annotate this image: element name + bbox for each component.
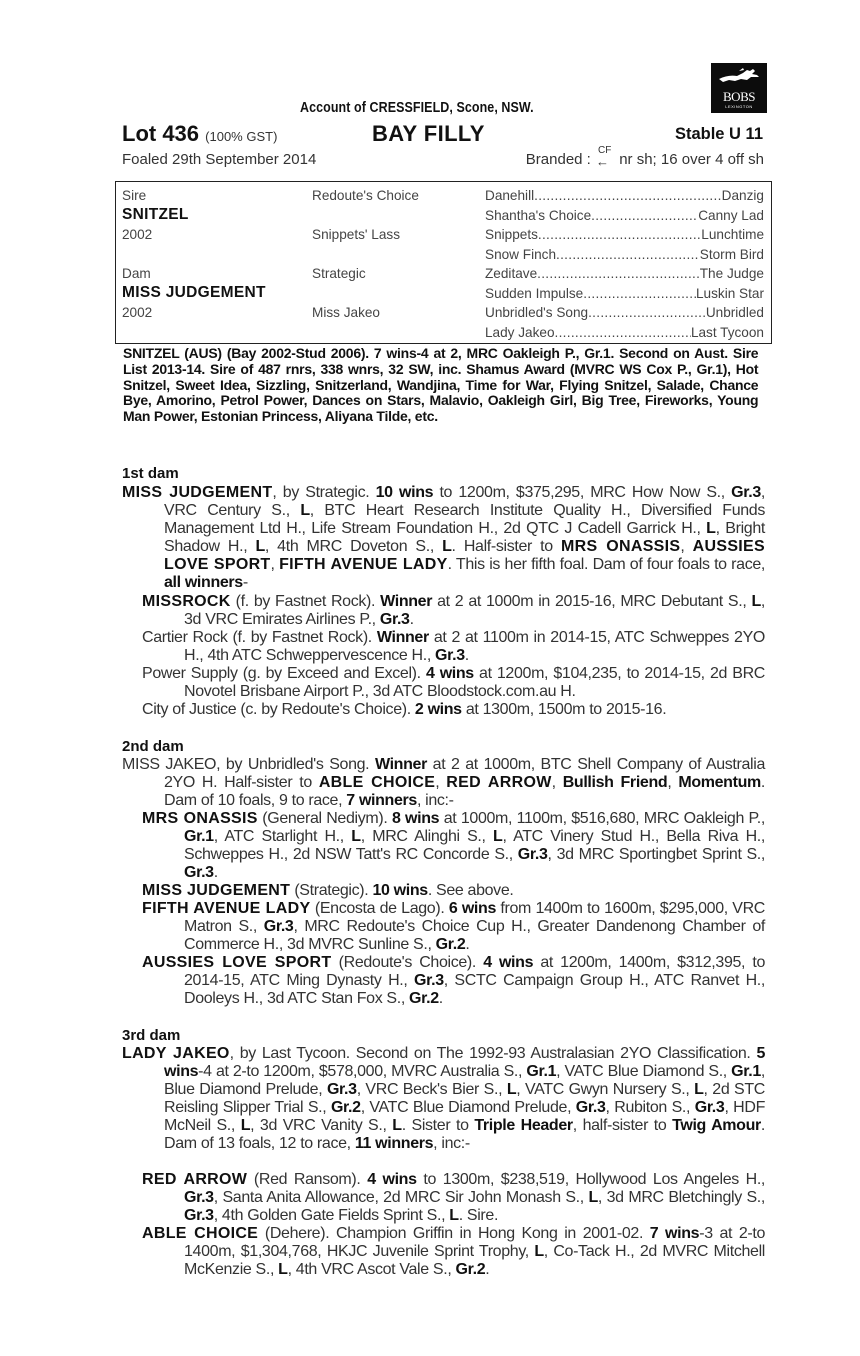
text-run: , 4th VRC Ascot Vale S., <box>287 1261 456 1278</box>
text-run: , 3d VRC Emirates Airlines P., <box>184 593 765 628</box>
grandparent-row: Sudden Impulse ..... Luskin Star <box>485 286 764 301</box>
bold-run: 4 wins <box>425 665 474 682</box>
horse-name: MRS ONASSIS <box>142 810 258 827</box>
text-run: . See above. <box>427 882 514 899</box>
third-dam-description <box>122 1045 766 1153</box>
progeny-entry <box>142 593 765 629</box>
text-run: . <box>409 611 414 628</box>
text-run: . <box>438 990 443 1007</box>
progeny-entry <box>142 665 765 701</box>
text-run: (Encosta de Lago). <box>310 900 449 917</box>
bold-run: all winners <box>164 574 243 591</box>
text-run: , <box>435 774 447 791</box>
text-run: , BTC Heart Research Institute Quality H., Diversified Funds Management Ltd H., Life Stream Foundation H., 2d QTC J Cadell Garrick H., <box>164 502 765 537</box>
text-run: , <box>270 556 280 573</box>
text-run: . <box>485 1261 490 1278</box>
text-run: , MRC Redoute's Choice Cup H., Greater Dandenong Chamber of Commerce H., 3d MVRC Sunline S., <box>184 918 765 953</box>
horse-name: RED ARROW <box>446 774 552 791</box>
bold-run: 2 wins <box>414 701 462 718</box>
bold-run: L <box>588 1189 598 1206</box>
text-run: -4 at 2-to 1200m, $578,000, MVRC Australia S., <box>198 1063 527 1080</box>
bold-run: L <box>240 1117 251 1134</box>
horse-name: AUSSIES LOVE SPORT <box>164 538 765 573</box>
text-run: , half-sister to <box>572 1117 673 1134</box>
text-run: to 1300m, $238,519, Hollywood Los Angeles H., <box>416 1171 766 1188</box>
bold-run: Winner <box>374 756 427 773</box>
text-run: from 1400m to 1600m, $295,000, VRC Matron S., <box>184 900 765 935</box>
bold-run: 11 winners <box>354 1135 434 1152</box>
text-run: (f. by Fastnet Rock). <box>230 593 381 610</box>
text-run: (General Nediym). <box>257 810 392 827</box>
sire-year: 2002 <box>122 227 153 242</box>
grandparent-row: Lady Jakeo ..... Last Tycoon <box>485 325 764 340</box>
text-run: , 3d MRC Bletchingly S., <box>597 1189 765 1206</box>
brand-description <box>525 145 764 169</box>
bold-run: Twig Amour <box>672 1117 761 1134</box>
text-run: , inc:- <box>433 1135 470 1152</box>
text-run: , VRC Century S., <box>164 484 765 519</box>
bold-run: Gr.2 <box>409 990 439 1007</box>
text-run: . This is her fifth foal. Dam of four foals to race, <box>447 556 766 573</box>
foaled-date: Foaled 29th September 2014 <box>122 151 317 168</box>
bold-run: 5 wins <box>164 1045 765 1080</box>
bold-run: L <box>449 1207 459 1224</box>
bold-run: 4 wins <box>367 1171 417 1188</box>
bold-run: Momentum <box>678 774 761 791</box>
horse-name: LADY JAKEO <box>122 1045 230 1062</box>
text-run: . Sire. <box>458 1207 499 1224</box>
bold-run: Gr.3 <box>184 1207 214 1224</box>
bold-run: L <box>300 502 310 519</box>
grandparent-row: Snow Finch ..... Storm Bird <box>485 247 764 262</box>
bold-run: Gr.1 <box>184 828 214 845</box>
bold-run: Gr.2 <box>455 1261 486 1278</box>
dam-sire: Strategic <box>312 266 366 281</box>
logo-word: BOBS <box>723 89 755 104</box>
bold-run: Gr.3 <box>517 846 548 863</box>
progeny-entry <box>142 810 765 882</box>
horse-name: ABLE CHOICE <box>142 1225 259 1242</box>
text-run: , <box>667 774 679 791</box>
text-run: (Dehere). Champion Griffin in Hong Kong in 2001-02. <box>258 1225 650 1242</box>
text-run: (Redoute's Choice). <box>331 954 484 971</box>
stable-location: Stable U 11 <box>674 125 763 143</box>
bold-run: 7 wins <box>649 1225 700 1242</box>
horse-name: MISS JUDGEMENT <box>122 484 273 501</box>
text-run: , Co-Tack H., 2d MVRC Mitchell McKenzie S., <box>184 1243 765 1278</box>
bobs-logo <box>711 63 767 113</box>
progeny-entry <box>142 1225 765 1279</box>
text-run: , ATC Starlight H., <box>213 828 352 845</box>
bold-run: L <box>278 1261 288 1278</box>
text-run: at 2 at 1000m in 2015-16, MRC Debutant S., <box>432 593 752 610</box>
text-run: , ATC Vinery Stud H., Bella Riva H., Schweppes H., 2d NSW Tatt's RC Concorde S., <box>184 828 765 863</box>
bold-run: Triple Header <box>474 1117 573 1134</box>
grandparent-row: Danehill ..... Danzig <box>485 188 764 203</box>
text-run: , VRC Beck's Bier S., <box>356 1081 507 1098</box>
grandparent-row: Shantha's Choice ..... Canny Lad <box>485 208 764 223</box>
text-run: . Dam of 13 foals, 12 to race, <box>164 1117 765 1152</box>
text-run: . <box>464 647 469 664</box>
text-run: , 3d MRC Sportingbet Sprint S., <box>547 846 765 863</box>
bold-run: Gr.3 <box>184 1189 214 1206</box>
sire-dam: Snippets' Lass <box>312 227 400 242</box>
text-run: . <box>465 936 470 953</box>
text-run: Cartier Rock (f. by Fastnet Rock). <box>142 629 377 646</box>
dam-year: 2002 <box>122 305 153 320</box>
first-dam-heading: 1st dam <box>122 465 179 482</box>
text-run: , inc:- <box>416 792 454 809</box>
bold-run: 6 wins <box>448 900 496 917</box>
second-dam-heading: 2nd dam <box>122 738 184 755</box>
text-run: , VATC Blue Diamond S., <box>556 1063 732 1080</box>
sire-sire: Redoute's Choice <box>312 188 419 203</box>
bold-run: L <box>694 1081 704 1098</box>
text-run: , MRC Alinghi S., <box>360 828 494 845</box>
text-run: , by Strategic. <box>272 484 376 501</box>
horse-name: FIFTH AVENUE LADY <box>142 900 311 917</box>
text-run: at 1200m, 1400m, $312,395, to 2014-15, ATC Ming Dynasty H., <box>184 954 765 989</box>
progeny-entry <box>142 882 765 900</box>
horse-description: BAY FILLY <box>372 121 485 146</box>
text-run: at 2 at 1100m in 2014-15, ATC Schweppes 2YO H., 4th ATC Schweppervescence H., <box>184 629 765 664</box>
text-run: , 4th MRC Doveton S., <box>264 538 443 555</box>
horse-name: FIFTH AVENUE LADY <box>279 556 448 573</box>
bold-run: 4 wins <box>483 954 534 971</box>
second-dam-description <box>122 756 765 810</box>
branded-detail: nr sh; 16 over 4 off sh <box>619 151 764 168</box>
text-run: City of Justice (c. by Redoute's Choice). <box>142 701 415 718</box>
horse-name: MISSROCK <box>142 593 231 610</box>
bold-run: Gr.3 <box>731 484 761 501</box>
bold-run: L <box>392 1117 402 1134</box>
brand-mark <box>595 145 615 169</box>
text-run: (Strategic). <box>290 882 373 899</box>
bold-run: 10 wins <box>375 484 434 501</box>
text-run: , Santa Anita Allowance, 2d MRC Sir John Monash S., <box>213 1189 589 1206</box>
text-run: - <box>242 574 248 591</box>
horse-name: AUSSIES LOVE SPORT <box>142 954 332 971</box>
left-arrow-icon: ← <box>596 154 610 169</box>
logo-subtitle: LEXINGTON <box>725 104 753 109</box>
dam-label: Dam <box>122 266 151 281</box>
text-run: , by Last Tycoon. Second on The 1992-93 Australasian 2YO Classification. <box>229 1045 757 1062</box>
bold-run: Gr.3 <box>184 864 214 881</box>
bold-run: Bullish Friend <box>562 774 668 791</box>
sire-summary: SNITZEL (AUS) (Bay 2002-Stud 2006). 7 wins-4 at 2, MRC Oakleigh P., Gr.1. Second on Aust. Sire List 2013-14. Sire of 487 rnrs, 338 wnrs, 32 SW, inc. Shamus Award (MVRC WS Cox P., Gr.1), Hot Snitzel, Sweet Idea, Sizzling, Snitzerland, Wandjina, Time for War, Flying Snitzel, Salade, Chance Bye, Amorino, Petrol Power, Dances on Stars, Malavio, Oakleigh Girl, Big Tree, Fireworks, Young Man Power, Estonian Princess, Aliyana Tilde, etc. <box>123 346 759 426</box>
bold-run: Gr.2 <box>330 1099 361 1116</box>
bold-run: 7 winners <box>346 792 417 809</box>
bold-run: Gr.3 <box>326 1081 357 1098</box>
text-run: , Bright Shadow H., <box>164 520 765 555</box>
bold-run: Winner <box>376 629 429 646</box>
bold-run: L <box>534 1243 544 1260</box>
text-run: at 1300m, 1500m to 2015-16. <box>461 701 667 718</box>
bold-run: Gr.3 <box>414 972 444 989</box>
horse-name: RED ARROW <box>142 1171 248 1188</box>
progeny-entry <box>142 701 765 719</box>
progeny-entry <box>142 629 765 665</box>
text-run: MISS JAKEO, by Unbridled's Song. <box>122 756 375 773</box>
bold-run: L <box>506 1081 517 1098</box>
bold-run: 8 wins <box>391 810 440 827</box>
bold-run: Gr.1 <box>526 1063 557 1080</box>
bold-run: 10 wins <box>372 882 428 899</box>
lot-number <box>122 121 277 147</box>
text-run: , 4th Golden Gate Fields Sprint S., <box>213 1207 450 1224</box>
text-run: . <box>213 864 218 881</box>
vendor-account: Account of CRESSFIELD, Scone, NSW. <box>300 100 534 116</box>
text-run: . Sister to <box>401 1117 475 1134</box>
text-run: (Red Ransom). <box>247 1171 368 1188</box>
bold-run: L <box>493 828 503 845</box>
progeny-entry <box>142 954 765 1008</box>
dam-dam: Miss Jakeo <box>312 305 380 320</box>
pedigree-table <box>115 181 772 344</box>
bold-run: Gr.3 <box>694 1099 725 1116</box>
bold-run: Gr.3 <box>435 647 465 664</box>
text-run: . Half-sister to <box>451 538 561 555</box>
bold-run: L <box>442 538 452 555</box>
progeny-entry <box>142 900 765 954</box>
bold-run: Winner <box>380 593 433 610</box>
bold-run: L <box>706 520 716 537</box>
bold-run: Gr.2 <box>435 936 466 953</box>
bold-run: Gr.3 <box>263 918 294 935</box>
grandparent-row: Zeditave ..... The Judge <box>485 266 764 281</box>
text-run: at 2 at 1000m, BTC Shell Company of Australia 2YO H. Half-sister to <box>164 756 765 791</box>
sire-label: Sire <box>122 188 147 203</box>
horse-name: MRS ONASSIS <box>560 538 681 555</box>
bold-run: L <box>255 538 265 555</box>
text-run: , <box>551 774 563 791</box>
third-dam-heading: 3rd dam <box>122 1027 181 1044</box>
brand-letters: CF <box>598 145 612 156</box>
bold-run: Gr.3 <box>379 611 410 628</box>
text-run: , 3d VRC Vanity S., <box>250 1117 393 1134</box>
dam-name: MISS JUDGEMENT <box>122 284 266 301</box>
text-run: , Rubiton S., <box>605 1099 695 1116</box>
branded-label: Branded : <box>525 151 591 168</box>
text-run: at 1000m, 1100m, $516,680, MRC Oakleigh P., <box>439 810 765 827</box>
sire-name: SNITZEL <box>122 206 189 223</box>
text-run: Power Supply (g. by Exceed and Excel). <box>142 665 426 682</box>
text-run: , <box>680 538 693 555</box>
bold-run: Gr.1 <box>731 1063 761 1080</box>
first-dam-description <box>122 484 766 592</box>
horse-name: MISS JUDGEMENT <box>142 882 291 899</box>
text-run: , Blue Diamond Prelude, <box>164 1063 766 1098</box>
horse-name: ABLE CHOICE <box>318 774 436 791</box>
progeny-entry <box>142 1171 766 1225</box>
text-run: , VATC Blue Diamond Prelude, <box>360 1099 576 1116</box>
text-run: at 1200m, $104,235, to 2014-15, 2d BRC Novotel Brisbane Airport P., 3d ATC Bloodstock.com.au H. <box>184 665 765 700</box>
text-run: . Dam of 10 foals, 9 to race, <box>164 774 765 809</box>
bold-run: L <box>351 828 361 845</box>
text-run: -3 at 2-to 1400m, $1,304,768, HKJC Juvenile Sprint Trophy, <box>184 1225 765 1260</box>
text-run: , SCTC Campaign Group H., ATC Ranvet H., Dooleys H., 3d ATC Stan Fox S., <box>184 972 765 1007</box>
grandparent-row: Snippets ..... Lunchtime <box>485 227 764 242</box>
bold-run: Gr.3 <box>575 1099 606 1116</box>
grandparent-row: Unbridled's Song ..... Unbridled <box>485 305 764 320</box>
bold-run: L <box>751 593 761 610</box>
text-run: , VATC Gwyn Nursery S., <box>516 1081 695 1098</box>
text-run: , 2d STC Reisling Slipper Trial S., <box>164 1081 765 1116</box>
text-run: , HDF McNeil S., <box>164 1099 766 1134</box>
lot-label: Lot 436 <box>122 121 200 146</box>
racehorse-icon <box>717 67 761 85</box>
gst-note: (100% GST) <box>205 129 278 144</box>
text-run: to 1200m, $375,295, MRC How Now S., <box>433 484 732 501</box>
